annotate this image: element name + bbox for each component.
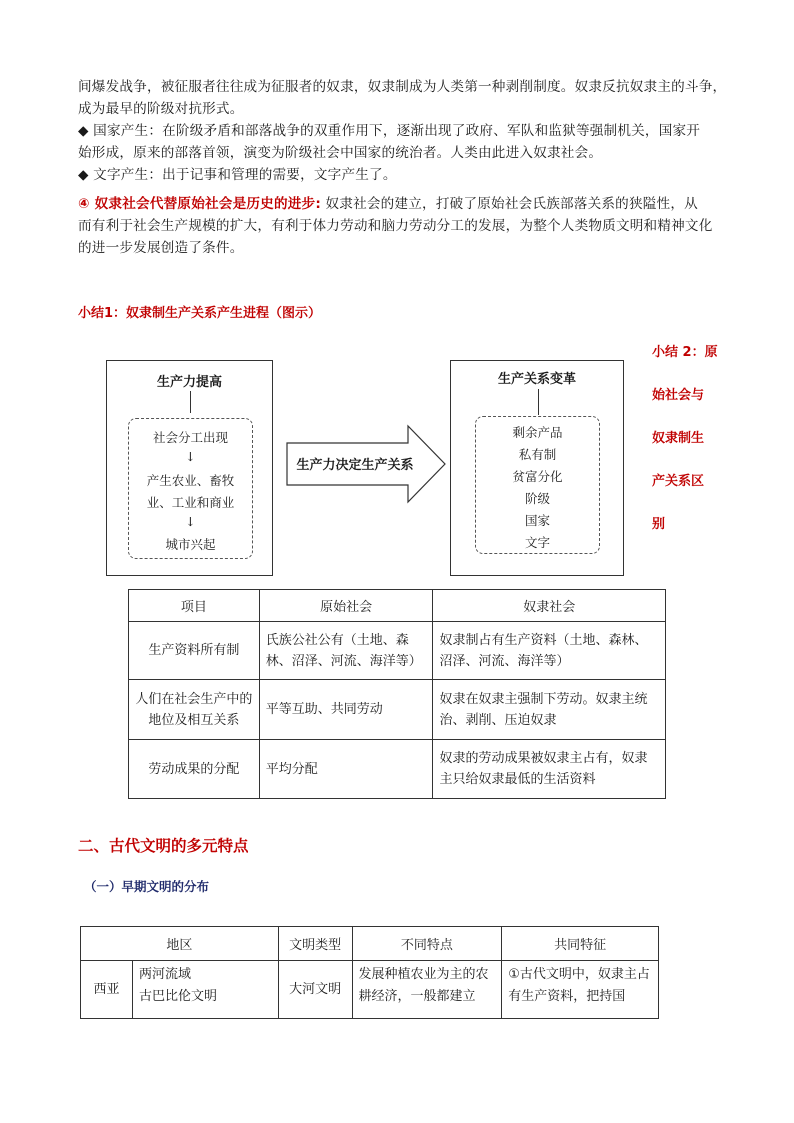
section-title: 二、古代文明的多元特点: [78, 837, 249, 855]
arrow-label: 生产力决定生产关系: [296, 458, 414, 473]
summary2-label: 小结 2：原 始社会与 奴隶制生 产关系区 别: [652, 345, 718, 532]
table-header-row: [81, 927, 659, 961]
table-row: 劳动成果的分配 平均分配 奴隶的劳动成果被奴隶主占有，奴隶主只给奴隶最低的生活资料: [129, 740, 666, 799]
bullet-state: ◆ 国家产生：在阶级矛盾和部落战争的双重作用下，逐渐出现了政府、军队和监狱等强制机关，国家开: [78, 123, 701, 139]
bullet-state-cont: 始形成，原来的部落首领，演变为阶级社会中国家的统治者。人类由此进入奴隶社会。: [78, 145, 603, 161]
header-type: 文明类型: [278, 927, 352, 961]
header-region: 地区: [81, 927, 279, 961]
point4-line1: ④ 奴隶社会代替原始社会是历史的进步: 奴隶社会的建立，打破了原始社会氏族部落关系的狭隘性，从: [78, 196, 698, 212]
relations-details: 剩余产品 私有制 贫富分化 阶级 国家 文字: [475, 416, 600, 554]
point4-line2: 而有利于社会生产规模的扩大，有利于体力劳动和脑力劳动分工的发展，为整个人类物质文明和精神文化: [78, 218, 713, 234]
section-subtitle: （一）早期文明的分布: [84, 879, 210, 894]
paragraph-line: 成为最早的阶级对抗形式。: [78, 101, 244, 117]
table-header-row: [129, 590, 666, 622]
productivity-details: 社会分工出现 ↓ 产生农业、畜牧 业、工业和商业 ↓ 城市兴起: [128, 418, 253, 559]
connector-line: [190, 391, 191, 413]
table-row: 西亚 两河流域 古巴比伦文明 大河文明 发展种植农业为主的农耕经济，一般都建立 ①古代文明中，奴隶主占有生产资料，把持国: [81, 961, 659, 1019]
paragraph-line: 间爆发战争，被征服者往往成为征服者的奴隶，奴隶制成为人类第一种剥削制度。奴隶反抗奴隶主的斗争，: [78, 79, 727, 95]
table-row: 人们在社会生产中的地位及相互关系 平等互助、共同劳动 奴隶在奴隶主强制下劳动。奴隶主统治、剥削、压迫奴隶: [129, 680, 666, 740]
summary1-title: 小结1：奴隶制生产关系产生进程（图示）: [78, 306, 322, 321]
relations-title: 生产关系变革: [497, 372, 576, 387]
relations-box: [450, 360, 624, 576]
connector-line: [538, 389, 539, 415]
bullet-writing: ◆ 文字产生：出于记事和管理的需要，文字产生了。: [78, 167, 397, 183]
header-slave: 奴隶社会: [433, 590, 666, 622]
productivity-title: 生产力提高: [156, 375, 222, 390]
table-row: 生产资料所有制 氏族公社公有（土地、森林、沼泽、河流、海洋等） 奴隶制占有生产资料（土地、森林、沼泽、河流、海洋等）: [129, 622, 666, 680]
header-diff: 不同特点: [352, 927, 502, 961]
point4-line3: 的进一步发展创造了条件。: [78, 240, 244, 256]
productivity-box: [106, 360, 273, 576]
header-common: 共同特征: [502, 927, 659, 961]
civilization-table: [80, 926, 659, 1019]
header-item: 项目: [129, 590, 260, 622]
header-primitive: 原始社会: [259, 590, 433, 622]
point4-heading: ④ 奴隶社会代替原始社会是历史的进步:: [78, 196, 321, 212]
comparison-table: [128, 589, 666, 799]
